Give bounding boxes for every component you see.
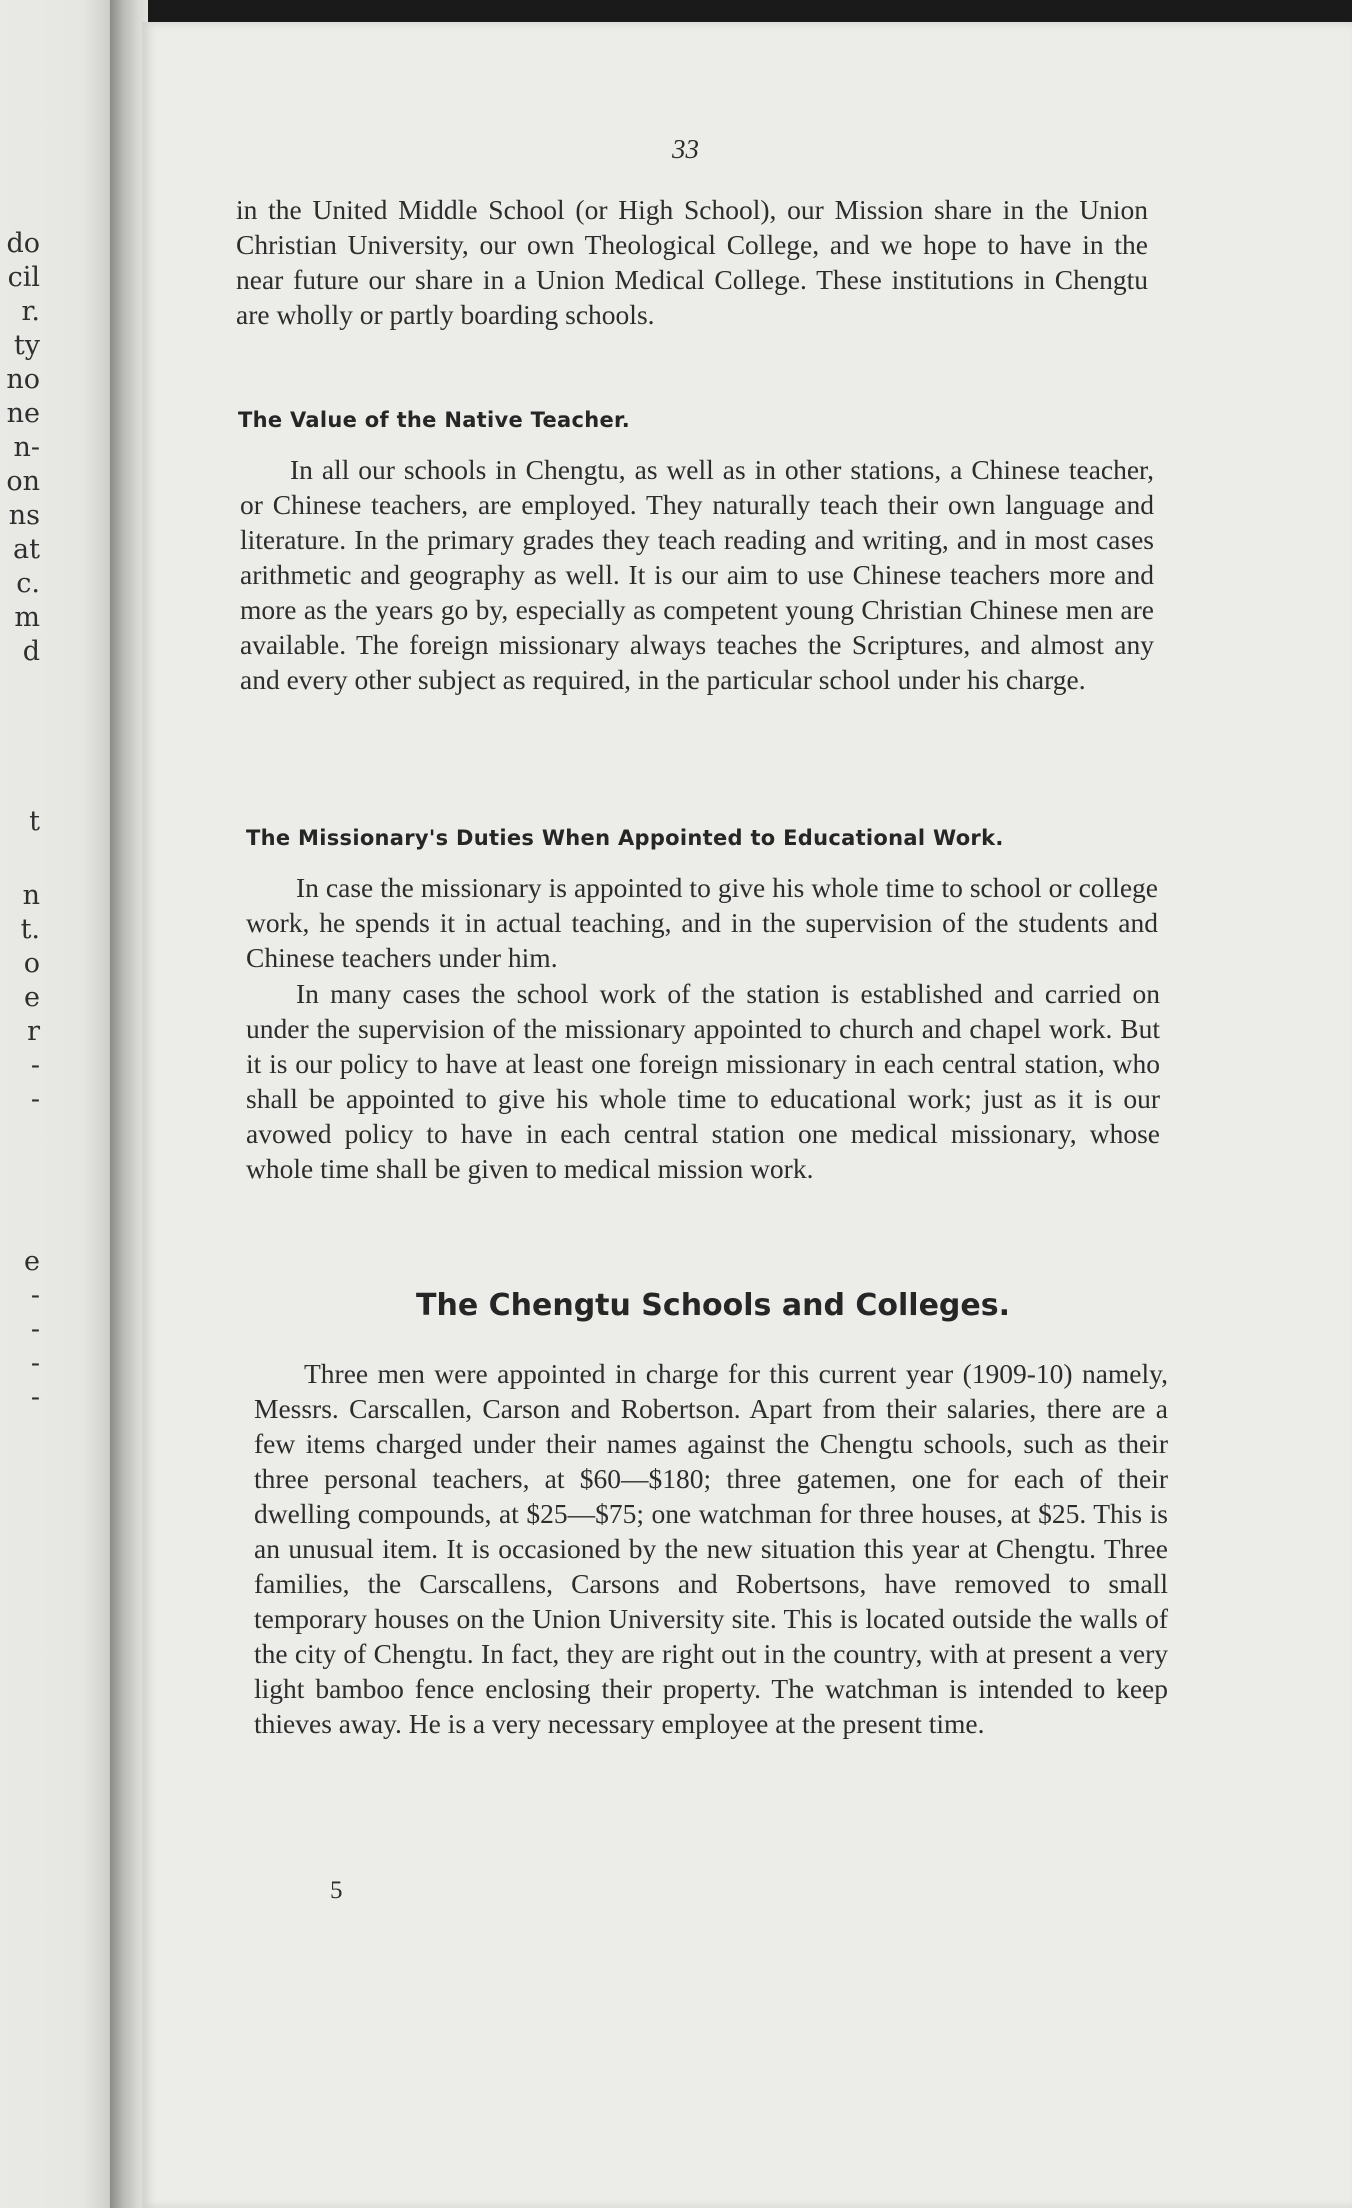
previous-page-fragment: t. — [20, 914, 40, 945]
previous-page-fragment: no — [6, 364, 40, 395]
printer-signature-mark: 5 — [330, 1877, 343, 1904]
native-teacher-paragraph: In all our schools in Chengtu, as well as in other stations, a Chinese teacher, or Chinese teachers, are employed. They naturally teach their own language and literature. In the primary grades they teach reading and writing, and in most cases arithmetic and geography as well. It is our aim to use Chinese teachers more and more as the years go by, especially as competent young Christian Chinese men are available. The foreign missionary always teaches the Scriptures, and almost any and every other subject as required, in the particular school under his charge. — [240, 454, 1154, 695]
previous-page-fragment: - — [30, 1314, 40, 1345]
previous-page-fragment: - — [30, 1382, 40, 1413]
previous-page-fragment: cil — [7, 262, 40, 293]
previous-page-fragment: n — [22, 880, 40, 911]
previous-page-fragment: - — [30, 1280, 40, 1311]
previous-page-edge — [0, 0, 118, 2208]
previous-page-fragment: - — [30, 1348, 40, 1379]
previous-page-fragment: m — [14, 602, 40, 633]
previous-page-fragment: r. — [21, 296, 40, 327]
previous-page-fragment: on — [6, 466, 40, 497]
previous-page-fragment: - — [30, 1050, 40, 1081]
chengtu-paragraph: Three men were appointed in charge for this current year (1909-10) namely, Messrs. Carscallen, Carson and Robertson. Apart from their salaries, there are a few items charged under their names against the Chengtu schools, such as their three personal teachers, at $60—$180; three gatemen, one for each of their dwelling compounds, at $25—$75; one watchman for three houses, at $25. This is an unusual item. It is occasioned by the new situation this year at Chengtu. Three families, the Carscallens, Carsons and Robertsons, have removed to small temporary houses on the Union University site. This is located outside the walls of the city of Chengtu. In fact, they are right out in the country, with at present a very light bamboo fence enclosing their property. The watchman is intended to keep thieves away. He is a very necessary employee at the present time. — [254, 1358, 1168, 1739]
previous-page-fragment: d — [22, 636, 40, 667]
previous-page-fragment: do — [6, 228, 40, 259]
previous-page-fragment: ty — [13, 330, 40, 361]
previous-page-fragment: t — [29, 806, 40, 837]
previous-page-fragment: e — [24, 1246, 40, 1277]
heading-missionary-duties: The Missionary's Duties When Appointed to Educational Work. — [246, 826, 1004, 850]
previous-page-fragment: ns — [8, 500, 40, 531]
previous-page-fragment: e — [24, 982, 40, 1013]
heading-native-teacher: The Value of the Native Teacher. — [238, 408, 630, 432]
page-number: 33 — [672, 134, 699, 164]
previous-page-fragment: - — [30, 1084, 40, 1115]
previous-page-fragment: at — [13, 534, 40, 565]
previous-page-fragment: c. — [16, 568, 40, 599]
section-title-chengtu: The Chengtu Schools and Colleges. — [416, 1288, 1010, 1323]
previous-page-fragment: n- — [13, 432, 40, 463]
previous-page-fragment: o — [23, 948, 40, 979]
previous-page-fragment: ne — [6, 398, 40, 429]
duties-paragraph-1: In case the missionary is appointed to give his whole time to school or college work, he spends it in actual teaching, and in the supervision of the students and Chinese teachers under him. — [246, 872, 1158, 973]
duties-paragraph-2: In many cases the school work of the station is established and carried on under the supervision of the missionary appointed to church and chapel work. But it is our policy to have at least one foreign missionary in each central station, who shall be appointed to give his whole time to educational work; just as it is our avowed policy to have in each central station one medical missionary, whose whole time shall be given to medical mission work. — [246, 978, 1160, 1184]
previous-page-fragment: r — [27, 1016, 40, 1047]
intro-paragraph: in the United Middle School (or High School), our Mission share in the Union Christian University, our own Theological College, and we hope to have in the near future our share in a Union Medical College. These institutions in Chengtu are wholly or partly boarding schools. — [236, 194, 1148, 330]
